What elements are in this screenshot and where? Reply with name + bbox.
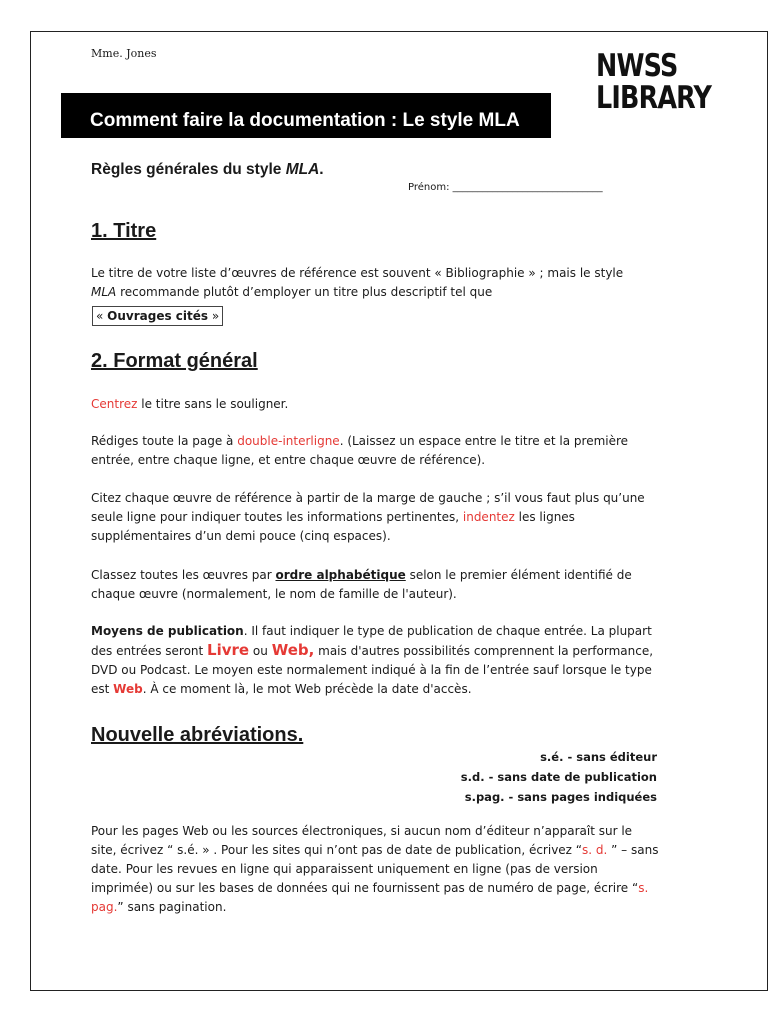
abbr-se: s.é. - sans éditeur: [540, 750, 657, 764]
sd-red: s. d.: [582, 843, 608, 857]
p5-c: . À ce moment là, le mot Web précède la date d'accès.: [142, 682, 472, 696]
section-title-titre: 1. Titre: [91, 220, 157, 242]
teacher-name: Mme. Jones: [91, 47, 157, 60]
subheading-period: .: [319, 161, 324, 178]
web-red-2: Web: [113, 682, 143, 696]
box-close: »: [208, 309, 220, 323]
indentez-red: indentez: [462, 510, 515, 524]
format-paragraph-2: [91, 432, 666, 470]
title-banner: Comment faire la documentation : Le style MLA: [61, 93, 551, 138]
abbreviation-list: [461, 747, 657, 807]
section1-text-2: recommande plutôt d’employer un titre plus descriptif tel que: [116, 285, 493, 299]
format-paragraph-4: [91, 566, 666, 604]
format-paragraph-5: [91, 622, 666, 699]
p2-b: . (Laissez un espace entre le titre et la première entrée, entre chaque ligne, et entre chaque œuvre de référence).: [91, 434, 629, 467]
centrez-red: Centrez: [91, 397, 138, 411]
nwss-library-logo: [596, 48, 712, 116]
abbr-p-b: ” – sans date. Pour les revues en ligne qui apparaissent uniquement en ligne (pas de version imprimée) ou sur les bases de données qui ne fournissent pas de numéro de page, écrire “: [91, 843, 659, 895]
p5-a: . Il faut indiquer le type de publication de chaque entrée. La plupart des entrées seront: [91, 624, 652, 658]
p5-b: mais d'autres possibilités comprennent la performance, DVD ou Podcast. Le moyen este normalement indiqué à la fin de l’entrée sauf lorsque le type est: [91, 644, 654, 696]
abbreviations-paragraph: [91, 822, 661, 917]
p1-rest: le titre sans le souligner.: [137, 397, 289, 411]
double-interligne-red: double-interligne: [237, 434, 340, 448]
logo-line-1: NWSS: [596, 48, 678, 84]
section1-text-1: Le titre de votre liste d’œuvres de référence est souvent « Bibliographie » ; mais le style: [91, 266, 624, 280]
p3-b: les lignes supplémentaires d’un demi pouce (cinq espaces).: [91, 510, 575, 543]
subheading-text: Règles générales du style: [91, 161, 286, 178]
p5-ou: ou: [249, 644, 272, 658]
prenom-field[interactable]: Prénom: ______________________________: [408, 182, 603, 193]
section-title-abreviations: Nouvelle abréviations.: [91, 724, 304, 746]
spag-red: s. pag.: [91, 881, 649, 914]
abbr-p-c: ” sans pagination.: [117, 900, 227, 914]
section1-paragraph: [91, 264, 666, 326]
abbr-p-a: Pour les pages Web ou les sources électroniques, si aucun nom d’éditeur n’apparaît sur le site, écrivez “ s.é. » . Pour les sites qui n’ont pas de date de publication, écrivez “: [91, 824, 633, 857]
section-title-format: 2. Format général: [91, 350, 258, 372]
ordre-alphabetique: ordre alphabétique: [275, 568, 406, 582]
format-paragraph-3: [91, 489, 666, 546]
web-red: Web,: [271, 641, 315, 659]
abbr-spag: s.pag. - sans pages indiquées: [464, 790, 657, 804]
livre-red: Livre: [207, 641, 250, 659]
subheading-mla: MLA: [285, 161, 320, 178]
box-open: «: [96, 309, 108, 323]
p3-a: Citez chaque œuvre de référence à partir de la marge de gauche ; s’il vous faut plus qu’une seule ligne pour indiquer toutes les informations pertinentes,: [91, 491, 645, 524]
box-bold: Ouvrages cités: [107, 309, 209, 323]
ouvrages-cites-box: [92, 306, 223, 326]
section1-mla: MLA: [91, 285, 117, 299]
p2-a: Rédiges toute la page à: [91, 434, 238, 448]
p4-a: Classez toutes les œuvres par: [91, 568, 276, 582]
format-paragraph-1: [91, 395, 666, 414]
abbr-sd: s.d. - sans date de publication: [460, 770, 657, 784]
p4-b: selon le premier élément identifié de chaque œuvre (normalement, le nom de famille de l'auteur).: [91, 568, 632, 601]
logo-line-2: LIBRARY: [596, 80, 712, 116]
moyens-de-publication: Moyens de publication: [91, 624, 244, 638]
subheading: [91, 161, 324, 179]
